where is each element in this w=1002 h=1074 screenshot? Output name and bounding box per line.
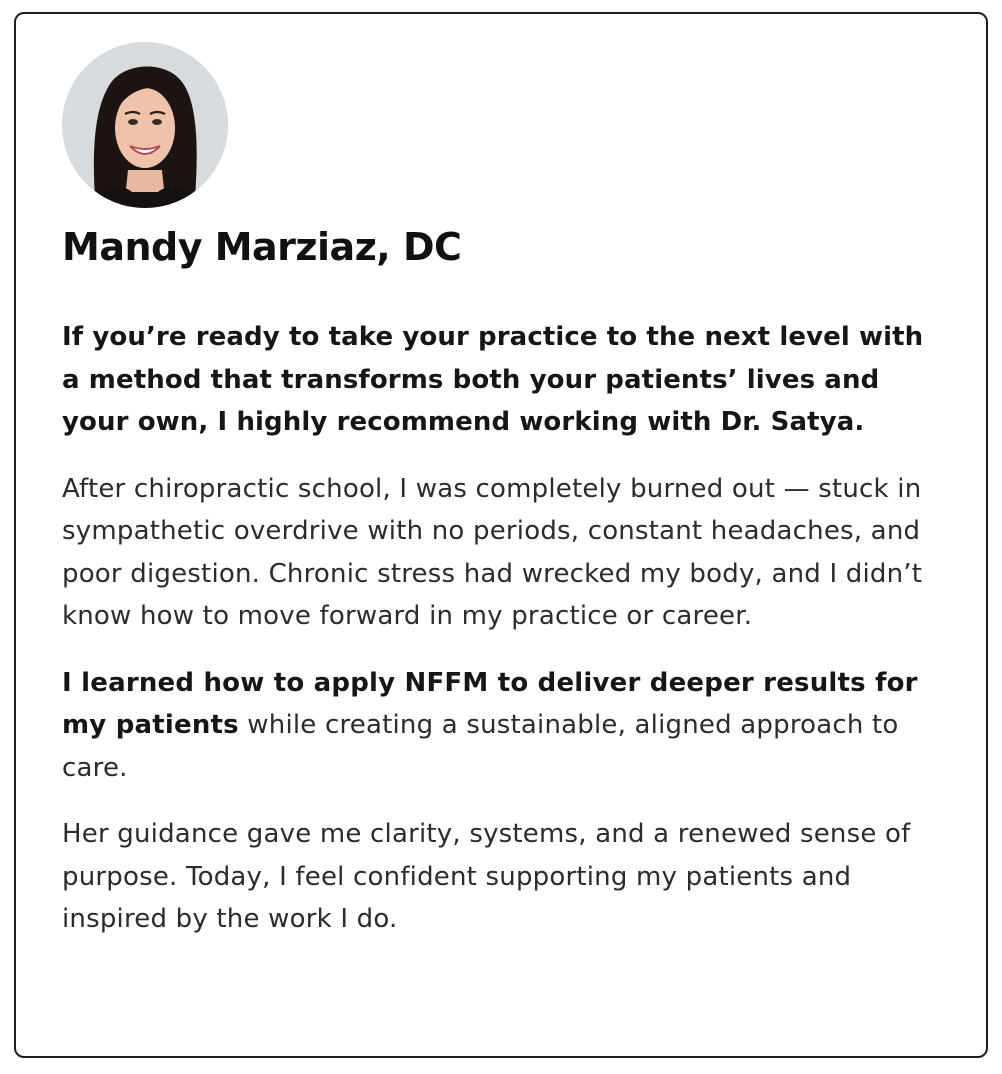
testimonial-lead: If you’re ready to take your practice to the next level with a method that transforms both your patients’ lives and your own, I highly recommend working with Dr. Satya. bbox=[62, 322, 924, 437]
testimonial-card bbox=[14, 12, 988, 1058]
testimonial-result bbox=[62, 662, 942, 790]
avatar bbox=[62, 42, 228, 208]
testimonial-result-highlight: I learned how to apply NFFM to deliver deeper results for my patients bbox=[62, 667, 918, 740]
testimonial-closing: Her guidance gave me clarity, systems, and a renewed sense of purpose. Today, I feel confident supporting my patients and inspired by the work I do. bbox=[62, 819, 911, 934]
testimonial-body bbox=[62, 316, 942, 965]
portrait-photo-icon bbox=[62, 42, 228, 208]
testimonial-story: After chiropractic school, I was completely burned out — stuck in sympathetic overdrive with no periods, constant headaches, and poor digestion. Chronic stress had wrecked my body, and I didn’t know how to move forward in my practice or career. bbox=[62, 473, 923, 631]
reviewer-name: Mandy Marziaz, DC bbox=[62, 225, 462, 269]
testimonial-result-rest: while creating a sustainable, aligned approach to care. bbox=[62, 710, 899, 783]
